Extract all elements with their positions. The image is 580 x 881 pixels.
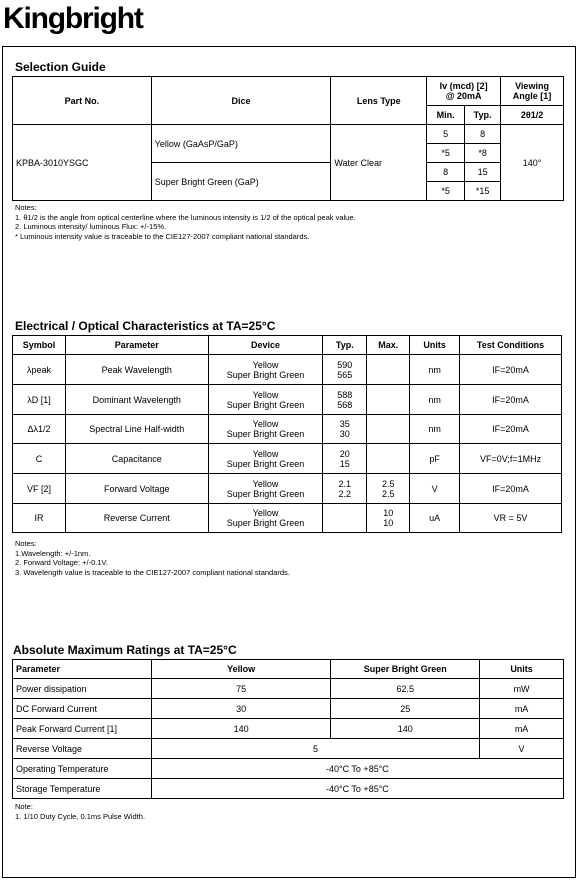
- header-test-conditions: Test Conditions: [460, 336, 562, 355]
- header-dice: Dice: [151, 77, 331, 125]
- symbol: λpeak: [13, 355, 66, 385]
- green-value: 25: [331, 699, 480, 719]
- note-line: 2. Forward Voltage: +/-0.1V.: [15, 558, 108, 568]
- parameter: Capacitance: [65, 444, 208, 474]
- electrical-notes: [15, 539, 290, 577]
- iv-min: 8: [427, 163, 465, 182]
- header-units: Units: [480, 660, 564, 679]
- symbol: VF [2]: [13, 474, 66, 504]
- note-line: 1. θ1/2 is the angle from optical centerline where the luminous intensity is 1/2 of the optical peak value.: [15, 212, 356, 222]
- yellow-value: 30: [151, 699, 331, 719]
- header-theta: 2θ1/2: [501, 106, 564, 125]
- storage-temperature-value: -40°C To +85°C: [151, 779, 563, 799]
- green-value: 62.5: [331, 679, 480, 699]
- typ-value: [323, 504, 367, 533]
- parameter: DC Forward Current: [13, 699, 152, 719]
- table-row: [13, 699, 564, 719]
- part-number: KPBA-3010YSGC: [13, 125, 152, 201]
- header-typ: Typ.: [465, 106, 501, 125]
- typ-value: 2.1 2.2: [323, 474, 367, 504]
- header-super-bright-green: Super Bright Green: [331, 660, 480, 679]
- note-line: Notes:: [15, 539, 37, 548]
- test-condition: IF=20mA: [460, 355, 562, 385]
- header-part-no: Part No.: [13, 77, 152, 125]
- header-yellow: Yellow: [151, 660, 331, 679]
- typ-value: 588 568: [323, 385, 367, 415]
- unit: mA: [480, 719, 564, 739]
- unit: V: [410, 474, 460, 504]
- table-row: [13, 504, 562, 533]
- absolute-table: [12, 659, 564, 799]
- note-line: 3. Wavelength value is traceable to the CIE127-2007 compliant national standards.: [15, 567, 290, 577]
- iv-min: *5: [427, 144, 465, 163]
- table-row: [13, 739, 564, 759]
- parameter: Power dissipation: [13, 679, 152, 699]
- header-lens-type: Lens Type: [331, 77, 427, 125]
- parameter: Forward Voltage: [65, 474, 208, 504]
- lens-type: Water Clear: [331, 125, 427, 201]
- header-iv: Iv (mcd) [2] @ 20mA: [427, 77, 501, 106]
- unit: nm: [410, 415, 460, 444]
- note-line: * Luminous intensity value is traceable to the CIE127-2007 compliant national standards.: [15, 231, 310, 241]
- electrical-table: [12, 335, 562, 533]
- max-value: 10 10: [367, 504, 410, 533]
- max-value: [367, 444, 410, 474]
- unit: nm: [410, 355, 460, 385]
- typ-value: 590 565: [323, 355, 367, 385]
- unit: pF: [410, 444, 460, 474]
- iv-typ: 15: [465, 163, 501, 182]
- unit: uA: [410, 504, 460, 533]
- device: Yellow Super Bright Green: [208, 444, 323, 474]
- header-typ: Typ.: [323, 336, 367, 355]
- note-line: 1. 1/10 Duty Cycle, 0.1ms Pulse Width.: [15, 811, 146, 821]
- selection-guide-title: Selection Guide: [15, 60, 106, 74]
- iv-typ: *8: [465, 144, 501, 163]
- parameter: Spectral Line Half-width: [65, 415, 208, 444]
- absolute-title: Absolute Maximum Ratings at TA=25°C: [13, 643, 237, 657]
- header-parameter: Parameter: [65, 336, 208, 355]
- device: Yellow Super Bright Green: [208, 355, 323, 385]
- header-device: Device: [208, 336, 323, 355]
- note-line: Note:: [15, 802, 33, 811]
- electrical-title: Electrical / Optical Characteristics at TA=25°C: [15, 319, 276, 333]
- note-line: Notes:: [15, 203, 37, 212]
- table-row: [13, 415, 562, 444]
- table-row: [13, 385, 562, 415]
- table-row: [13, 474, 562, 504]
- header-units: Units: [410, 336, 460, 355]
- selection-notes: [15, 203, 356, 241]
- iv-typ: *15: [465, 182, 501, 201]
- header-viewing-angle: Viewing Angle [1]: [501, 77, 564, 106]
- header-min: Min.: [427, 106, 465, 125]
- unit: nm: [410, 385, 460, 415]
- green-value: 140: [331, 719, 480, 739]
- header-symbol: Symbol: [13, 336, 66, 355]
- unit: V: [480, 739, 564, 759]
- header-max: Max.: [367, 336, 410, 355]
- test-condition: IF=20mA: [460, 385, 562, 415]
- iv-typ: 8: [465, 125, 501, 144]
- header-parameter: Parameter: [13, 660, 152, 679]
- dice-yellow: Yellow (GaAsP/GaP): [151, 125, 331, 163]
- typ-value: 35 30: [323, 415, 367, 444]
- yellow-value: 75: [151, 679, 331, 699]
- absolute-notes: [15, 802, 145, 821]
- test-condition: VF=0V;f=1MHz: [460, 444, 562, 474]
- symbol: λD [1]: [13, 385, 66, 415]
- test-condition: IF=20mA: [460, 474, 562, 504]
- test-condition: IF=20mA: [460, 415, 562, 444]
- max-value: [367, 415, 410, 444]
- table-row: [13, 719, 564, 739]
- operating-temperature-value: -40°C To +85°C: [151, 759, 563, 779]
- iv-min: 5: [427, 125, 465, 144]
- typ-value: 20 15: [323, 444, 367, 474]
- parameter: Dominant Wavelength: [65, 385, 208, 415]
- selection-table: [12, 76, 564, 201]
- device: Yellow Super Bright Green: [208, 474, 323, 504]
- table-row: [13, 759, 564, 779]
- parameter: Reverse Voltage: [13, 739, 152, 759]
- parameter: Peak Forward Current [1]: [13, 719, 152, 739]
- brand-logo: Kingbright: [3, 2, 143, 35]
- max-value: [367, 385, 410, 415]
- device: Yellow Super Bright Green: [208, 385, 323, 415]
- unit: mA: [480, 699, 564, 719]
- parameter: Storage Temperature: [13, 779, 152, 799]
- parameter: Reverse Current: [65, 504, 208, 533]
- reverse-voltage-value: 5: [151, 739, 479, 759]
- table-row: [13, 679, 564, 699]
- dice-green: Super Bright Green (GaP): [151, 163, 331, 201]
- table-row: [13, 355, 562, 385]
- iv-min: *5: [427, 182, 465, 201]
- note-line: 1.Wavelength: +/-1nm.: [15, 548, 91, 558]
- symbol: IR: [13, 504, 66, 533]
- parameter: Operating Temperature: [13, 759, 152, 779]
- viewing-angle: 140°: [501, 125, 564, 201]
- symbol: C: [13, 444, 66, 474]
- test-condition: VR = 5V: [460, 504, 562, 533]
- note-line: 2. Luminous intensity/ luminous Flux: +/-15%.: [15, 222, 167, 232]
- max-value: 2.5 2.5: [367, 474, 410, 504]
- parameter: Peak Wavelength: [65, 355, 208, 385]
- device: Yellow Super Bright Green: [208, 504, 323, 533]
- device: Yellow Super Bright Green: [208, 415, 323, 444]
- unit: mW: [480, 679, 564, 699]
- symbol: Δλ1/2: [13, 415, 66, 444]
- table-row: [13, 444, 562, 474]
- yellow-value: 140: [151, 719, 331, 739]
- table-row: [13, 779, 564, 799]
- max-value: [367, 355, 410, 385]
